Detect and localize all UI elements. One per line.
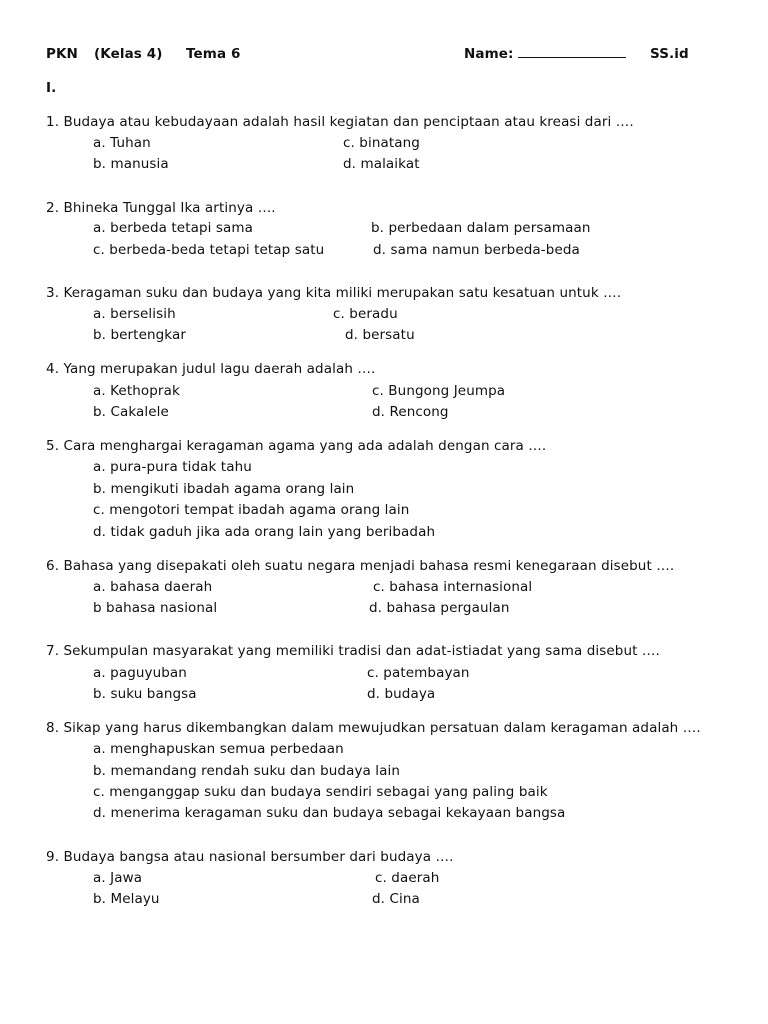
answer-option: a. pura-pura tidak tahu — [93, 459, 252, 475]
answer-option: a. Tuhan — [93, 135, 151, 151]
answer-option: a. paguyuban — [93, 665, 187, 681]
answer-option: b. Melayu — [93, 891, 160, 907]
question-text: 9. Budaya bangsa atau nasional bersumber dari budaya …. — [46, 849, 454, 865]
answer-option: b. manusia — [93, 156, 169, 172]
answer-option: b. Cakalele — [93, 404, 169, 420]
answer-option: d. bahasa pergaulan — [369, 600, 510, 616]
answer-option: c. mengotori tempat ibadah agama orang lain — [93, 502, 410, 518]
site-label: SS.id — [650, 46, 689, 62]
answer-option: a. berselisih — [93, 306, 176, 322]
name-label: Name: — [464, 46, 514, 62]
answer-option: a. bahasa daerah — [93, 579, 213, 595]
answer-option: c. binatang — [343, 135, 420, 151]
answer-option: b bahasa nasional — [93, 600, 218, 616]
answer-option: c. menganggap suku dan budaya sendiri sebagai yang paling baik — [93, 784, 548, 800]
answer-option: a. berbeda tetapi sama — [93, 220, 253, 236]
answer-option: a. Jawa — [93, 870, 143, 886]
name-blank-line — [518, 46, 626, 58]
question-text: 3. Keragaman suku dan budaya yang kita miliki merupakan satu kesatuan untuk …. — [46, 285, 622, 301]
question-text: 4. Yang merupakan judul lagu daerah adalah …. — [46, 361, 376, 377]
answer-option: d. menerima keragaman suku dan budaya sebagai kekayaan bangsa — [93, 805, 566, 821]
section-number: I. — [46, 80, 57, 96]
subject-label: PKN — [46, 46, 78, 62]
answer-option: d. Rencong — [372, 404, 449, 420]
answer-option: c. patembayan — [367, 665, 470, 681]
answer-option: b. mengikuti ibadah agama orang lain — [93, 481, 355, 497]
answer-option: d. Cina — [372, 891, 420, 907]
theme-label: Tema 6 — [186, 46, 241, 62]
answer-option: c. bahasa internasional — [373, 579, 533, 595]
answer-option: d. budaya — [367, 686, 436, 702]
answer-option: c. daerah — [375, 870, 440, 886]
question-text: 5. Cara menghargai keragaman agama yang ada adalah dengan cara …. — [46, 438, 547, 454]
answer-option: d. bersatu — [345, 327, 415, 343]
answer-option: c. berbeda-beda tetapi tetap satu — [93, 242, 325, 258]
answer-option: c. Bungong Jeumpa — [372, 383, 506, 399]
answer-option: b. bertengkar — [93, 327, 187, 343]
answer-option: c. beradu — [333, 306, 398, 322]
answer-option: d. sama namun berbeda-beda — [373, 242, 580, 258]
grade-label: (Kelas 4) — [94, 46, 163, 62]
answer-option: a. menghapuskan semua perbedaan — [93, 741, 344, 757]
answer-option: b. suku bangsa — [93, 686, 197, 702]
answer-option: b. memandang rendah suku dan budaya lain — [93, 763, 401, 779]
answer-option: d. tidak gaduh jika ada orang lain yang beribadah — [93, 524, 436, 540]
question-text: 6. Bahasa yang disepakati oleh suatu negara menjadi bahasa resmi kenegaraan disebut …. — [46, 558, 675, 574]
answer-option: a. Kethoprak — [93, 383, 180, 399]
question-text: 8. Sikap yang harus dikembangkan dalam mewujudkan persatuan dalam keragaman adalah …. — [46, 720, 701, 736]
question-text: 7. Sekumpulan masyarakat yang memiliki tradisi dan adat-istiadat yang sama disebut …. — [46, 643, 660, 659]
name-field — [464, 46, 626, 62]
answer-option: b. perbedaan dalam persamaan — [371, 220, 591, 236]
answer-option: d. malaikat — [343, 156, 420, 172]
question-text: 2. Bhineka Tunggal Ika artinya …. — [46, 200, 276, 216]
question-text: 1. Budaya atau kebudayaan adalah hasil kegiatan dan penciptaan atau kreasi dari …. — [46, 114, 634, 130]
